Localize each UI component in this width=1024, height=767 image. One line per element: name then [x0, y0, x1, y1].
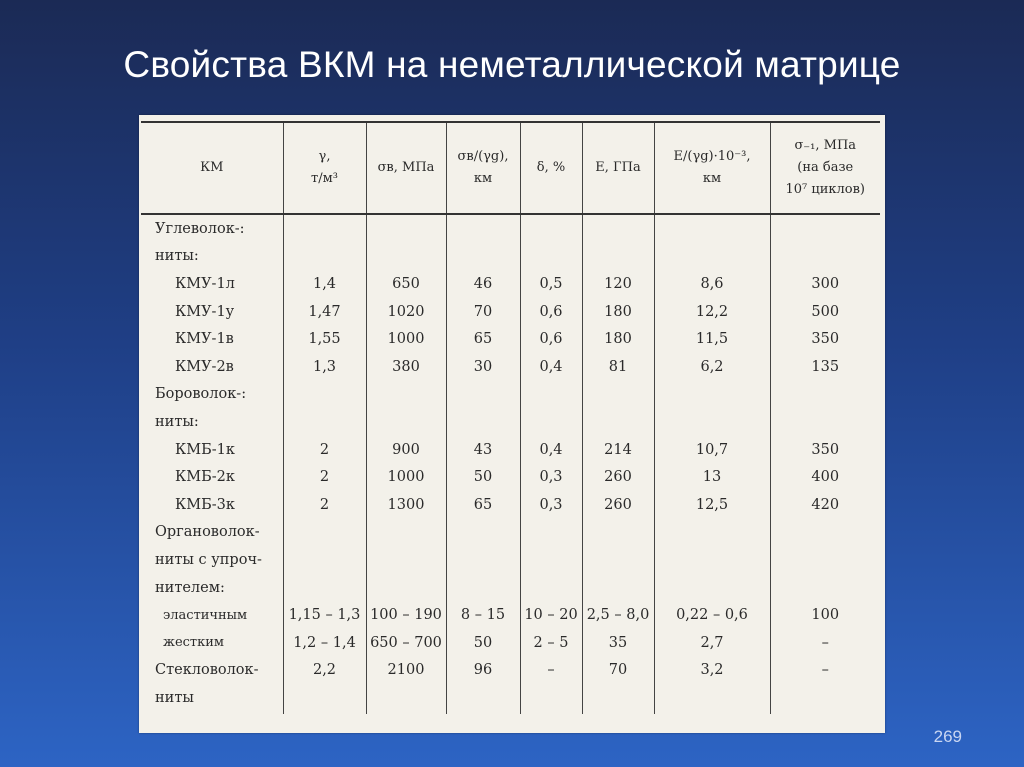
table-cell — [582, 214, 654, 243]
header-sigma-ratio-line2: км — [473, 171, 493, 186]
table-cell: 1,4 — [283, 270, 366, 298]
table-cell — [366, 684, 446, 714]
table-cell — [446, 546, 520, 574]
table-cell: 100 — [770, 601, 880, 629]
table-cell — [366, 519, 446, 547]
table-row — [141, 408, 880, 436]
table-cell: 2,5 – 8,0 — [582, 601, 654, 629]
table-row — [141, 629, 880, 657]
table-cell: 43 — [446, 436, 520, 464]
row-label: Бороволок-: — [155, 386, 247, 403]
table-cell — [283, 546, 366, 574]
row-label: КМУ-2в — [175, 358, 234, 375]
page-number: 269 — [933, 727, 962, 746]
table-cell — [283, 381, 366, 409]
table-cell — [582, 546, 654, 574]
table-cell — [283, 408, 366, 436]
table-cell: 1300 — [366, 491, 446, 519]
table-cell: 180 — [582, 325, 654, 353]
table-cell: 650 – 700 — [366, 629, 446, 657]
table-cell: 1020 — [366, 298, 446, 326]
table-row — [141, 298, 880, 326]
row-label: КМУ-1у — [175, 303, 235, 320]
table-cell — [770, 408, 880, 436]
row-label: ниты с упроч- — [155, 551, 262, 568]
table-cell: 12,5 — [654, 491, 770, 519]
table-cell — [654, 684, 770, 714]
header-gamma — [283, 122, 366, 214]
header-e-ratio — [654, 122, 770, 214]
table-row — [141, 325, 880, 353]
table-cell: 65 — [446, 325, 520, 353]
table-cell: – — [770, 657, 880, 685]
table-cell: 420 — [770, 491, 880, 519]
header-sigma-m1 — [770, 122, 880, 214]
table-cell — [520, 408, 582, 436]
table-cell: 135 — [770, 353, 880, 381]
header-delta: δ, % — [520, 122, 582, 214]
table-cell: 0,5 — [520, 270, 582, 298]
table-cell — [283, 684, 366, 714]
table-cell: 214 — [582, 436, 654, 464]
table-cell: 350 — [770, 325, 880, 353]
row-label: КМУ-1л — [175, 275, 235, 292]
table-cell: 260 — [582, 491, 654, 519]
row-label: КМБ-3к — [175, 496, 235, 513]
table-cell: 2,2 — [283, 657, 366, 685]
table-cell — [366, 408, 446, 436]
row-label: жестким — [163, 635, 225, 651]
table-cell: 1000 — [366, 325, 446, 353]
row-label: эластичным — [163, 607, 248, 623]
table-cell: 1,47 — [283, 298, 366, 326]
table-cell: 30 — [446, 353, 520, 381]
table-cell — [283, 574, 366, 602]
table-cell: 380 — [366, 353, 446, 381]
table-cell: 260 — [582, 463, 654, 491]
table-cell: 8,6 — [654, 270, 770, 298]
table-cell — [520, 214, 582, 243]
table-cell — [446, 243, 520, 271]
table-cell: 120 — [582, 270, 654, 298]
table-row — [141, 491, 880, 519]
header-sigma-m1-line1: σ₋₁, МПа — [794, 138, 857, 153]
table-cell — [654, 574, 770, 602]
table-cell — [654, 243, 770, 271]
table-cell: 0,4 — [520, 436, 582, 464]
table-row — [141, 353, 880, 381]
header-e: E, ГПа — [582, 122, 654, 214]
table-cell — [770, 574, 880, 602]
table-cell — [446, 214, 520, 243]
row-label: Стекловолок- — [155, 662, 259, 679]
table-cell: 1,55 — [283, 325, 366, 353]
table-cell — [520, 546, 582, 574]
table-cell — [446, 381, 520, 409]
table-cell: 50 — [446, 629, 520, 657]
table-cell — [582, 243, 654, 271]
row-label: Органоволок- — [155, 524, 260, 541]
table-cell: 0,6 — [520, 298, 582, 326]
table-cell: 100 – 190 — [366, 601, 446, 629]
slide-title: Свойства ВКМ на неметаллической матрице — [123, 44, 901, 85]
table-row — [141, 546, 880, 574]
table-row — [141, 381, 880, 409]
table-cell: 46 — [446, 270, 520, 298]
table-cell: 13 — [654, 463, 770, 491]
header-gamma-line2: т/м³ — [311, 171, 338, 186]
table-cell: 70 — [446, 298, 520, 326]
header-gamma-line1: γ, — [318, 149, 331, 164]
table-row — [141, 270, 880, 298]
table-cell: 96 — [446, 657, 520, 685]
table-cell: 12,2 — [654, 298, 770, 326]
table-cell: 65 — [446, 491, 520, 519]
row-label: нителем: — [155, 579, 225, 596]
table-cell: 1,3 — [283, 353, 366, 381]
table-cell: – — [770, 629, 880, 657]
table-cell — [366, 574, 446, 602]
table-cell: 500 — [770, 298, 880, 326]
table-cell — [770, 243, 880, 271]
header-e-ratio-line2: км — [702, 171, 722, 186]
table-cell: 1000 — [366, 463, 446, 491]
table-cell: 350 — [770, 436, 880, 464]
header-sigma-m1-line3: 10⁷ циклов) — [785, 182, 865, 197]
table-cell: – — [520, 657, 582, 685]
row-label: КМБ-1к — [175, 441, 235, 458]
table-row — [141, 243, 880, 271]
table-cell: 180 — [582, 298, 654, 326]
table-cell: 900 — [366, 436, 446, 464]
table-row — [141, 684, 880, 714]
table-cell — [770, 684, 880, 714]
table-cell — [654, 408, 770, 436]
table-cell: 0,3 — [520, 463, 582, 491]
table-row — [141, 519, 880, 547]
table-cell — [446, 574, 520, 602]
table-header-row — [141, 122, 880, 214]
table-cell: 300 — [770, 270, 880, 298]
table-cell — [582, 684, 654, 714]
table-cell — [366, 243, 446, 271]
table-cell: 0,4 — [520, 353, 582, 381]
table-cell: 2 — [283, 436, 366, 464]
table-cell — [283, 519, 366, 547]
table-row — [141, 436, 880, 464]
table-cell — [520, 381, 582, 409]
table-cell — [770, 546, 880, 574]
table-row — [141, 657, 880, 685]
table-cell — [446, 684, 520, 714]
table-cell — [654, 546, 770, 574]
table-cell — [520, 574, 582, 602]
table-cell: 1,15 – 1,3 — [283, 601, 366, 629]
row-label: Углеволок-: — [155, 220, 245, 237]
table-cell — [283, 243, 366, 271]
table-cell: 0,3 — [520, 491, 582, 519]
table-cell: 2,7 — [654, 629, 770, 657]
table-cell — [520, 684, 582, 714]
table-cell: 35 — [582, 629, 654, 657]
table-row — [141, 463, 880, 491]
table-cell: 3,2 — [654, 657, 770, 685]
table-cell — [654, 519, 770, 547]
row-label: ниты: — [155, 413, 199, 430]
table-cell: 650 — [366, 270, 446, 298]
table-row — [141, 214, 880, 243]
table-cell — [283, 214, 366, 243]
table-cell: 10,7 — [654, 436, 770, 464]
table-cell: 2100 — [366, 657, 446, 685]
table-cell — [446, 519, 520, 547]
header-sigma-ratio-line1: σв/(γg), — [457, 149, 509, 164]
table-cell: 50 — [446, 463, 520, 491]
header-e-ratio-line1: E/(γg)·10⁻³, — [673, 149, 751, 164]
table-cell — [654, 381, 770, 409]
table-cell — [446, 408, 520, 436]
row-label: КМУ-1в — [175, 331, 234, 348]
table-cell: 70 — [582, 657, 654, 685]
table-cell: 6,2 — [654, 353, 770, 381]
table-cell — [654, 214, 770, 243]
header-sigma-ratio — [446, 122, 520, 214]
table-body — [141, 214, 880, 714]
table-cell — [770, 381, 880, 409]
table-cell: 400 — [770, 463, 880, 491]
table-cell — [520, 519, 582, 547]
table-cell — [366, 546, 446, 574]
table-cell — [582, 519, 654, 547]
table-row — [141, 601, 880, 629]
table-cell — [770, 214, 880, 243]
row-label: ниты: — [155, 248, 199, 265]
properties-table — [141, 121, 880, 714]
table-cell: 2 — [283, 491, 366, 519]
table-cell — [520, 243, 582, 271]
table-cell: 81 — [582, 353, 654, 381]
properties-table-panel — [139, 115, 885, 733]
header-sigma-v: σв, МПа — [366, 122, 446, 214]
table-cell — [366, 214, 446, 243]
row-label: ниты — [155, 689, 194, 706]
row-label: КМБ-2к — [175, 469, 235, 486]
table-cell: 1,2 – 1,4 — [283, 629, 366, 657]
table-cell — [582, 381, 654, 409]
table-cell: 2 – 5 — [520, 629, 582, 657]
table-cell: 0,6 — [520, 325, 582, 353]
table-cell — [582, 574, 654, 602]
table-cell: 2 — [283, 463, 366, 491]
table-row — [141, 574, 880, 602]
table-cell: 0,22 – 0,6 — [654, 601, 770, 629]
table-cell: 10 – 20 — [520, 601, 582, 629]
table-cell — [582, 408, 654, 436]
table-cell — [770, 519, 880, 547]
table-cell — [366, 381, 446, 409]
header-km: КМ — [141, 122, 283, 214]
table-cell: 8 – 15 — [446, 601, 520, 629]
header-sigma-m1-line2: (на базе — [797, 160, 854, 175]
table-cell: 11,5 — [654, 325, 770, 353]
